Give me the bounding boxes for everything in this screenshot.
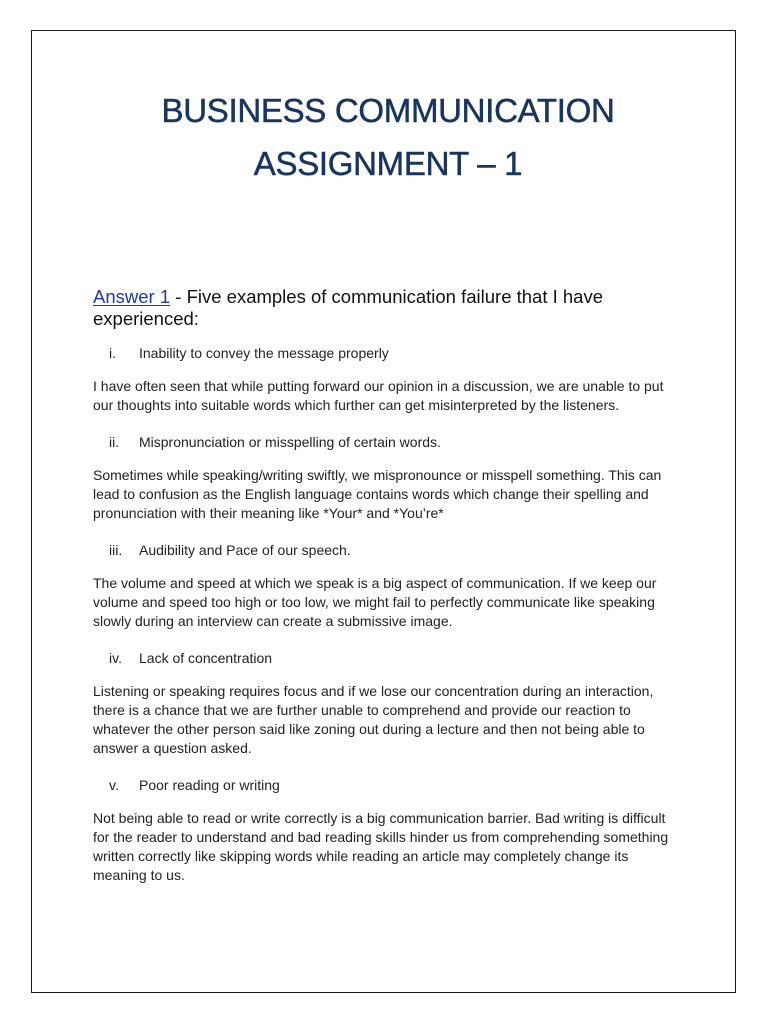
list-item-heading [93, 649, 683, 668]
list-numeral: i. [109, 345, 116, 361]
list-item-paragraph: I have often seen that while putting forward our opinion in a discussion, we are unable to put our thoughts into suitable words which further can get misinterpreted by the listeners. [93, 378, 664, 413]
list-item [93, 344, 683, 415]
list-numeral: iv. [109, 650, 122, 666]
list-item-label: Inability to convey the message properly [139, 345, 389, 361]
title-line-1: BUSINESS COMMUNICATION [161, 92, 615, 129]
list-item-label: Mispronunciation or misspelling of certain words. [139, 434, 441, 450]
answer-heading-text: - Five examples of communication failure that I have experienced: [93, 286, 604, 329]
list-item-paragraph: Listening or speaking requires focus and if we lose our concentration during an interaction, there is a chance that we are further unable to comprehend and provide our reaction to whatever the other person said like zoning out during a lecture and then not being able to answer a question asked. [93, 683, 654, 756]
list-item-heading [93, 344, 683, 363]
answer-link[interactable]: Answer 1 [93, 286, 171, 307]
list-item-paragraph: Sometimes while speaking/writing swiftly, we mispronounce or misspell something. This can lead to confusion as the English language contains words which change their spelling and pronunciation with their meaning like *Your* and *You’re* [93, 467, 662, 521]
list-numeral: v. [109, 777, 119, 793]
list-numeral: iii. [109, 542, 123, 558]
list-item-heading [93, 541, 683, 560]
answer-heading [93, 286, 683, 330]
title-line-2: ASSIGNMENT – 1 [253, 145, 523, 182]
list-item [93, 433, 683, 523]
list-item-heading [93, 776, 683, 795]
list-item-paragraph: The volume and speed at which we speak is a big aspect of communication. If we keep our volume and speed too high or too low, we might fail to perfectly communicate like speaking slowly during an interview can create a submissive image. [93, 575, 657, 629]
list-numeral: ii. [109, 434, 120, 450]
document-body [93, 84, 683, 885]
list-item [93, 649, 683, 758]
list-item-label: Audibility and Pace of our speech. [139, 542, 351, 558]
list-item-label: Lack of concentration [139, 650, 273, 666]
list-item [93, 541, 683, 631]
list-item-heading [93, 433, 683, 452]
list-item-paragraph: Not being able to read or write correctly is a big communication barrier. Bad writing is difficult for the reader to understand and bad reading skills hinder us from comprehending something written correctly like skipping words while reading an article may completely change its meaning to us. [93, 810, 669, 883]
document-title [93, 84, 683, 190]
list-item-label: Poor reading or writing [139, 777, 280, 793]
list-item [93, 776, 683, 885]
